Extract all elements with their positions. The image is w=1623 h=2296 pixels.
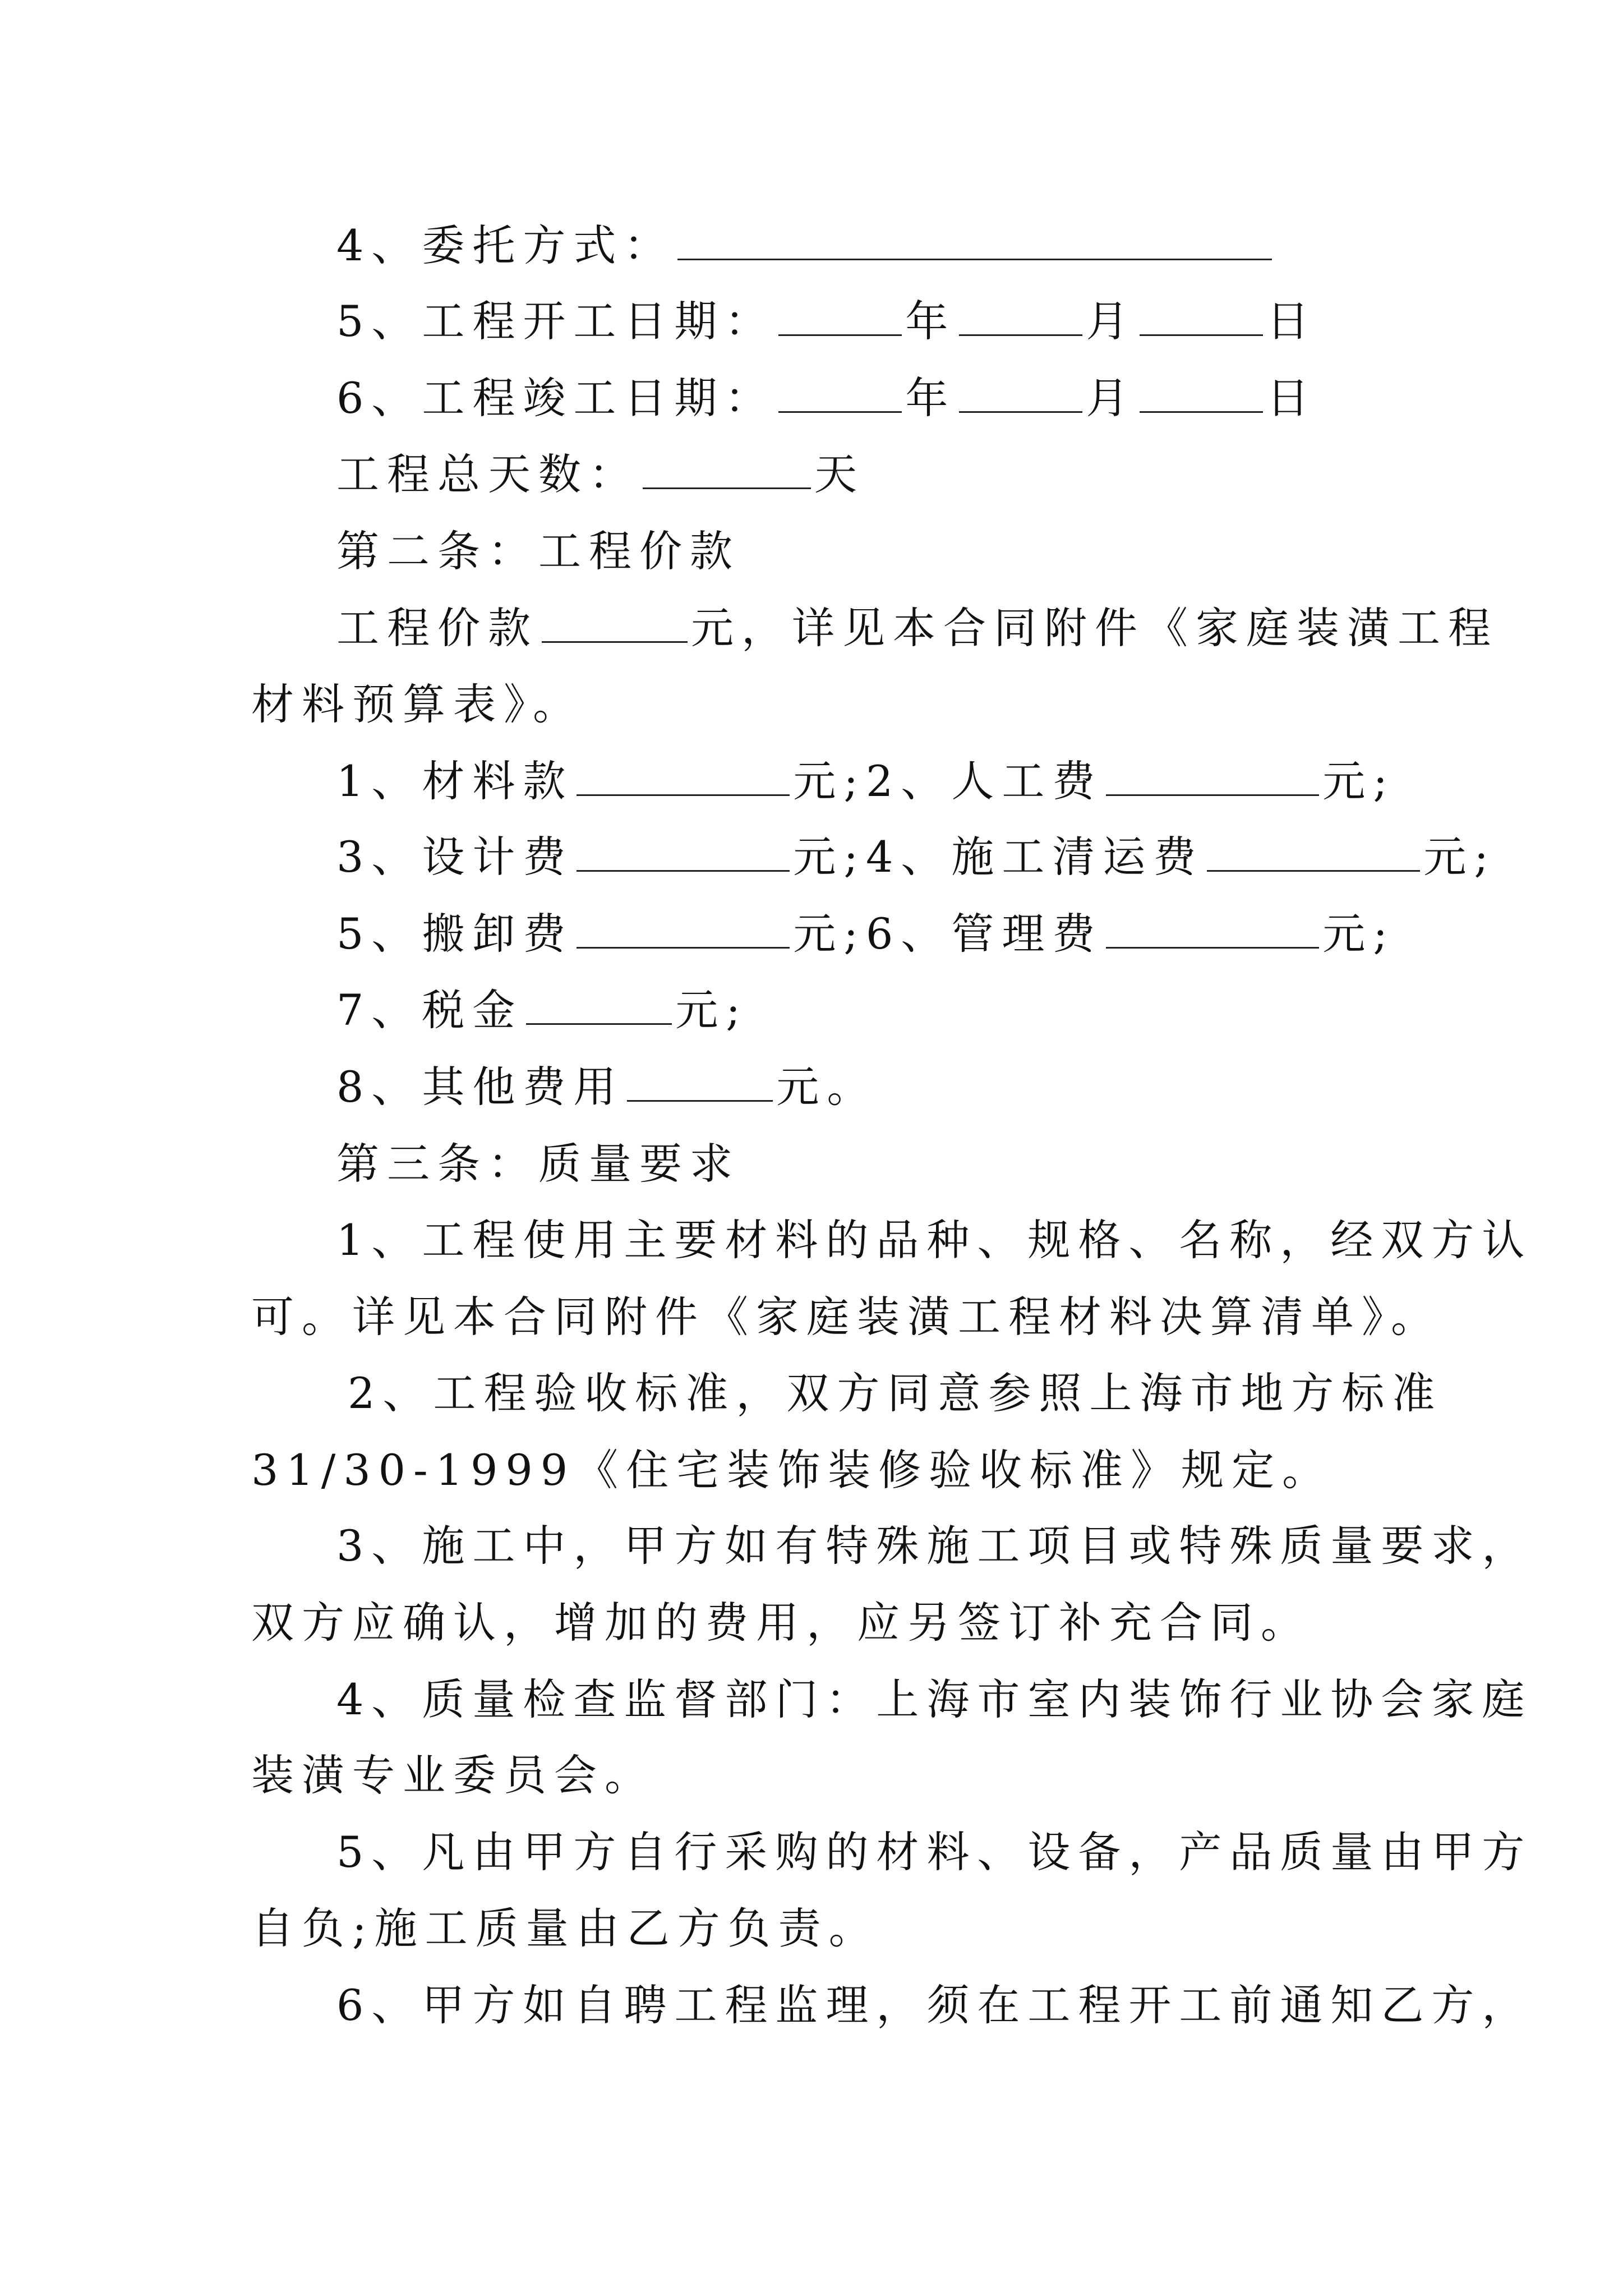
cleanup-fee-blank — [1207, 867, 1420, 872]
quality-item-5-cont — [251, 1903, 879, 1953]
article-three-heading-text: 第三条：质量要求 — [336, 1139, 740, 1189]
design-fee-label: 3、设计费 — [336, 832, 574, 882]
article-two-heading-text: 第二条：工程价款 — [336, 526, 740, 576]
design-fee-blank — [577, 867, 790, 872]
total-days-blank — [643, 484, 811, 489]
clause-entrust-method — [336, 220, 1275, 270]
project-price-line-cont — [251, 679, 583, 729]
moving-fee-label: 5、搬卸费 — [336, 909, 574, 959]
quality-item-1-cont-text: 可。详见本合同附件《家庭装潢工程材料决算清单》。 — [251, 1292, 1441, 1342]
tax-blank — [526, 1020, 672, 1025]
quality-item-1-cont — [251, 1292, 1441, 1342]
start-year-unit: 年 — [905, 296, 956, 346]
quality-item-4-cont — [251, 1750, 655, 1800]
quality-item-5-cont-text: 自负;施工质量由乙方负责。 — [251, 1903, 879, 1953]
fee-line-2 — [336, 832, 1496, 882]
material-fee-label: 1、材料款 — [336, 756, 574, 806]
other-fee-blank — [627, 1097, 773, 1102]
other-fee-label: 8、其他费用 — [336, 1062, 624, 1112]
quality-item-4-cont-text: 装潢专业委员会。 — [251, 1750, 655, 1800]
end-day-unit: 日 — [1266, 373, 1317, 423]
labor-fee-label: 元;2、人工费 — [793, 756, 1103, 806]
start-day-unit: 日 — [1266, 296, 1317, 346]
start-date-label: 5、工程开工日期： — [336, 296, 776, 346]
quality-item-3-cont — [251, 1598, 1311, 1648]
quality-item-3 — [336, 1521, 1533, 1571]
quality-item-6-text: 6、甲方如自聘工程监理，须在工程开工前通知乙方， — [336, 1980, 1533, 2030]
tax-unit: 元; — [675, 985, 748, 1035]
quality-item-6 — [336, 1980, 1533, 2030]
project-price-label: 工程价款 — [336, 603, 538, 653]
start-month-unit: 月 — [1086, 296, 1137, 346]
quality-item-4-text: 4、质量检查监督部门：上海市室内装饰行业协会家庭 — [336, 1674, 1533, 1724]
start-year-blank — [778, 331, 902, 336]
quality-item-5 — [336, 1827, 1533, 1877]
end-year-blank — [778, 408, 902, 413]
quality-item-1 — [336, 1215, 1533, 1265]
quality-item-3-text: 3、施工中，甲方如有特殊施工项目或特殊质量要求， — [336, 1521, 1533, 1571]
material-fee-blank — [577, 791, 790, 796]
quality-item-3-cont-text: 双方应确认，增加的费用，应另签订补充合同。 — [251, 1598, 1311, 1648]
cleanup-fee-label: 元;4、施工清运费 — [793, 832, 1204, 882]
quality-item-2 — [348, 1368, 1443, 1418]
fee-line-1 — [336, 756, 1395, 806]
labor-fee-blank — [1106, 791, 1319, 796]
end-month-unit: 月 — [1086, 373, 1137, 423]
project-price-text: 元，详见本合同附件《家庭装潢工程 — [691, 603, 1498, 653]
quality-item-4 — [336, 1674, 1533, 1724]
clause-end-date — [336, 373, 1317, 423]
cleanup-fee-unit: 元; — [1423, 832, 1496, 882]
end-year-unit: 年 — [905, 373, 956, 423]
labor-fee-unit: 元; — [1322, 756, 1395, 806]
quality-item-2-cont-text: 31/30-1999《住宅装饰装修验收标准》规定。 — [251, 1445, 1333, 1495]
article-three-heading — [336, 1139, 740, 1189]
fee-line-3 — [336, 909, 1395, 959]
other-fee-unit: 元。 — [776, 1062, 878, 1112]
mgmt-fee-blank — [1106, 944, 1319, 949]
mgmt-fee-label: 元;6、管理费 — [793, 909, 1103, 959]
fee-line-4 — [336, 985, 748, 1035]
quality-item-2-cont — [251, 1445, 1333, 1495]
entrust-method-label: 4、委托方式： — [336, 220, 675, 270]
project-price-cont-text: 材料预算表》。 — [251, 679, 583, 729]
total-days-unit: 天 — [814, 449, 865, 499]
clause-start-date — [336, 296, 1317, 346]
quality-item-1-text: 1、工程使用主要材料的品种、规格、名称，经双方认 — [336, 1215, 1533, 1265]
entrust-method-blank — [677, 255, 1272, 260]
start-month-blank — [959, 331, 1082, 336]
start-day-blank — [1140, 331, 1263, 336]
end-day-blank — [1140, 408, 1263, 413]
fee-line-5 — [336, 1062, 878, 1112]
mgmt-fee-unit: 元; — [1322, 909, 1395, 959]
clause-total-days — [336, 449, 865, 499]
quality-item-5-text: 5、凡由甲方自行采购的材料、设备，产品质量由甲方 — [336, 1827, 1533, 1877]
tax-label: 7、税金 — [336, 985, 523, 1035]
end-month-blank — [959, 408, 1082, 413]
project-price-line — [336, 603, 1498, 653]
end-date-label: 6、工程竣工日期： — [336, 373, 776, 423]
quality-item-2-text: 2、工程验收标准，双方同意参照上海市地方标准 — [348, 1368, 1443, 1418]
total-days-label: 工程总天数： — [336, 449, 639, 499]
article-two-heading — [336, 526, 740, 576]
moving-fee-blank — [577, 944, 790, 949]
project-price-blank — [542, 638, 688, 643]
